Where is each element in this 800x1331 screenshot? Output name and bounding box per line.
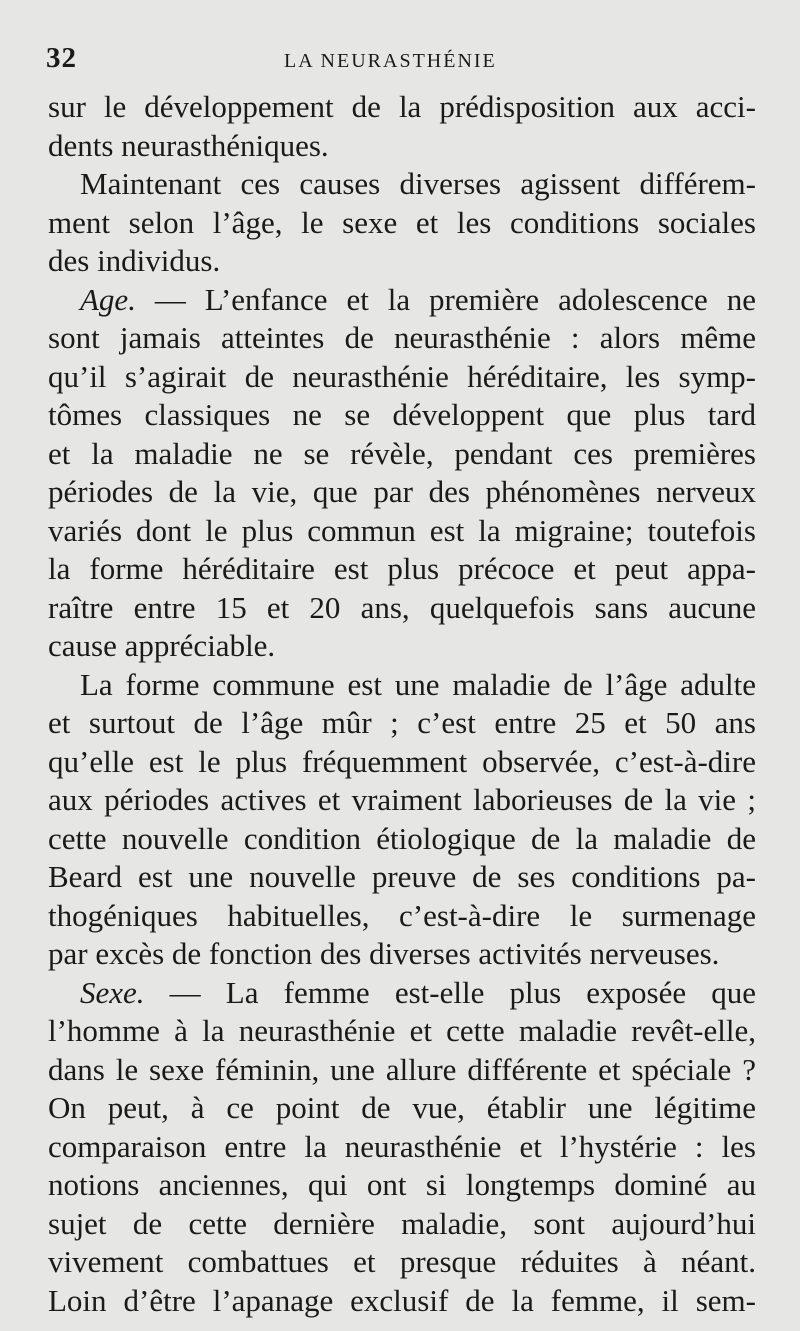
line-text: cause appréciable. [48, 628, 276, 663]
line-text: Beard est une nouvelle preuve de ses conditions pa- [48, 859, 756, 894]
line-text: par excès de fonction des diverses activités nerveuses. [48, 936, 720, 971]
text-line [48, 781, 756, 820]
running-title: LA NEURASTHÉNIE [284, 50, 497, 72]
text-line [48, 1243, 756, 1282]
line-text: des individus. [48, 243, 221, 278]
text-line [48, 1089, 756, 1128]
text-line [48, 1282, 756, 1321]
text-line [48, 435, 756, 474]
line-text: comparaison entre la neurasthénie et l’hystérie : les [48, 1128, 756, 1164]
text-line [48, 281, 756, 320]
text-line [48, 974, 756, 1013]
line-text: la forme héréditaire est plus précoce et peut appa- [48, 551, 756, 586]
text-line [48, 743, 756, 782]
text-line [48, 127, 756, 166]
line-text: dans le sexe féminin, une allure différente et spéciale ? [48, 1051, 756, 1087]
text-line [48, 858, 756, 897]
text-line [48, 204, 756, 243]
line-text: tômes classiques ne se développent que plus tard [48, 397, 756, 432]
text-line [48, 473, 756, 512]
text-line [48, 88, 756, 127]
text-line [48, 1205, 756, 1244]
text-line [48, 666, 756, 705]
text-line [48, 897, 756, 936]
text-line [48, 589, 756, 628]
text-line [48, 242, 756, 281]
line-text: La forme commune est une maladie de l’âge adulte [80, 666, 756, 702]
text-line [48, 1012, 756, 1051]
page-header [46, 42, 756, 78]
text-line [48, 1166, 756, 1205]
section-heading: Age. [80, 281, 136, 317]
line-text: qu’elle est le plus fréquemment observée, c’est-à-dire [48, 743, 756, 779]
text-line [48, 627, 756, 666]
text-line [48, 165, 756, 204]
line-text: Maintenant ces causes diverses agissent différem- [80, 166, 756, 201]
text-line [48, 704, 756, 743]
line-text: variés dont le plus commun est la migraine; toutefois [48, 512, 756, 548]
line-text: dents neurasthéniques. [48, 127, 329, 163]
text-line [48, 935, 756, 974]
text-line [48, 1051, 756, 1090]
line-text: thogéniques habituelles, c’est-à-dire le surmenage [48, 897, 756, 933]
line-text: raître entre 15 et 20 ans, quelquefois sans aucune [48, 589, 756, 625]
line-text: notions anciennes, qui ont si longtemps dominé au [48, 1167, 756, 1202]
text-line [48, 396, 756, 435]
page-number: 32 [46, 42, 77, 74]
line-text: et la maladie ne se révèle, pendant ces premières [48, 435, 756, 471]
line-text: l’homme à la neurasthénie et cette maladie revêt-elle, [48, 1013, 756, 1048]
line-text: Loin d’être l’apanage exclusif de la femme, il sem- [48, 1282, 756, 1318]
text-line [48, 358, 756, 397]
line-text: ment selon l’âge, le sexe et les conditions sociales [48, 204, 756, 240]
line-text: — La femme est-elle plus exposée que [144, 974, 756, 1010]
line-text: vivement combattues et presque réduites à néant. [48, 1244, 756, 1279]
line-text: sont jamais atteintes de neurasthénie : alors même [48, 320, 756, 355]
text-line [48, 1128, 756, 1167]
line-text: — L’enfance et la première adolescence ne [135, 281, 756, 317]
text-line [48, 512, 756, 551]
line-text: aux périodes actives et vraiment laborieuses de la vie ; [48, 782, 756, 817]
text-line [48, 319, 756, 358]
line-text: cette nouvelle condition étiologique de la maladie de [48, 820, 756, 856]
line-text: sur le développement de la prédisposition aux acci- [48, 89, 756, 124]
text-line [48, 550, 756, 589]
line-text: qu’il s’agirait de neurasthénie héréditaire, les symp- [48, 358, 756, 394]
body-text [48, 88, 756, 1320]
line-text: On peut, à ce point de vue, établir une légitime [48, 1090, 756, 1125]
line-text: périodes de la vie, que par des phénomènes nerveux [48, 474, 756, 509]
line-text: et surtout de l’âge mûr ; c’est entre 25 et 50 ans [48, 705, 756, 740]
text-line [48, 820, 756, 859]
section-heading: Sexe. [80, 974, 145, 1010]
line-text: sujet de cette dernière maladie, sont aujourd’hui [48, 1205, 756, 1241]
